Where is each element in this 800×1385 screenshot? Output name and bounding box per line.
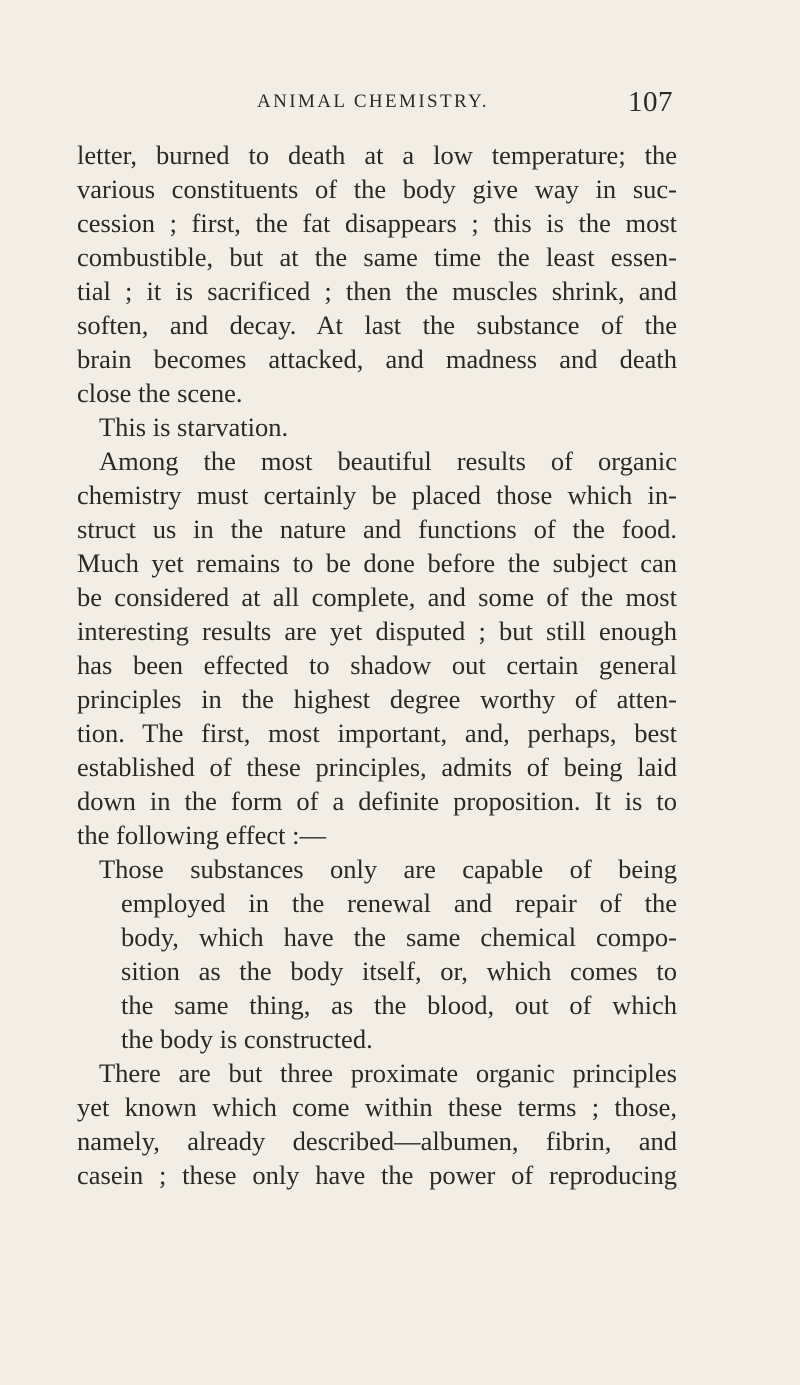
text-line: soften, and decay. At last the substance of the [77,310,677,340]
text-line: Among the most beautiful results of organic [99,446,677,476]
text-line: various constituents of the body give way in suc- [77,174,677,204]
text-line: casein ; these only have the power of reproducing [77,1160,677,1190]
text-line: sition as the body itself, or, which comes to [121,956,677,986]
text-line: chemistry must certainly be placed those which in- [77,480,677,510]
text-line: Those substances only are capable of being [99,854,677,884]
text-line: cession ; first, the fat disappears ; this is the most [77,208,677,238]
text-line: Much yet remains to be done before the subject can [77,548,677,578]
text-line: tial ; it is sacrificed ; then the muscles shrink, and [77,276,677,306]
text-line: be considered at all complete, and some of the most [77,582,677,612]
text-line: struct us in the nature and functions of the food. [77,514,677,544]
page-number: 107 [628,86,673,118]
text-line: the same thing, as the blood, out of which [121,990,677,1020]
text-line: There are but three proximate organic principles [99,1058,677,1088]
text-line: close the scene. [77,378,243,408]
text-line: body, which have the same chemical compo- [121,922,677,952]
text-line: the following effect :— [77,820,326,850]
text-line: namely, already described—albumen, fibrin, and [77,1126,677,1156]
text-line: the body is constructed. [121,1024,373,1054]
text-line: has been effected to shadow out certain general [77,650,677,680]
text-line: employed in the renewal and repair of the [121,888,677,918]
running-head [0,86,800,120]
text-line: letter, burned to death at a low temperature; the [77,140,677,170]
text-line: established of these principles, admits of being laid [77,752,677,782]
text-line: down in the form of a definite proposition. It is to [77,786,677,816]
text-line: yet known which come within these terms ; those, [77,1092,677,1122]
text-line: brain becomes attacked, and madness and death [77,344,677,374]
text-line: This is starvation. [99,412,289,442]
text-line: principles in the highest degree worthy of atten- [77,684,677,714]
text-line: tion. The first, most important, and, perhaps, best [77,718,677,748]
text-line: combustible, but at the same time the least essen- [77,242,677,272]
text-line: interesting results are yet disputed ; but still enough [77,616,677,646]
running-title: ANIMAL CHEMISTRY. [257,91,489,112]
